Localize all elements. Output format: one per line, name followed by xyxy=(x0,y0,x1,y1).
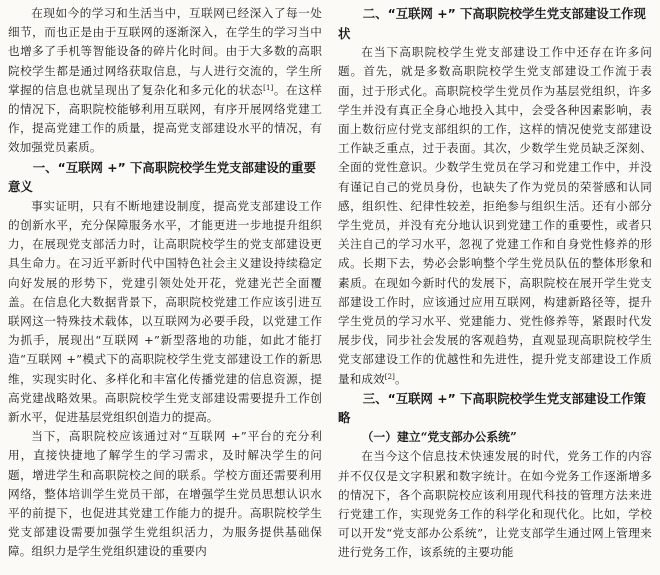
section-2-paragraph: 在当下高职院校学生党支部建设工作中还存在许多问题。首先，就是多数高职院校学生党支部建设工作流于表面，过于形式化。高职院校学生党员作为基层党组织，许多学生并没有真正全身心地投入其中，会受各种因素影响，表面上数衍应付党支部组织的工作，这样的情况使党支部建设工作缺乏重点，过于表面。其次，少数学生党员缺乏深刻、全面的党性意识。少数学生党员在学习和党建工作中，并没有谨记自己的党员身份，也缺失了作为党员的荣誉感和认同感，组织性、纪律性较差，拒绝参与组织生活。还有小部分学生党员，并没有充分地认识到党建工作的重要性，或者只关注自己的学习水平，忽视了党建工作和自身党性修养的形成。长期下去，势必会影响整个学生党员队伍的整体形象和素质。在现如今新时代的发展下，高职院校在展开学生党支部建设工作时，应该通过应用互联网，构建新路径等，提升学生党员的学习水平、党建能力、党性修养等，紧跟时代发展步伐，同步社会发展的客观趋势，直观显现高职院校学生党支部建设工作的优越性和先进性，提升党支部建设工作质量和成效[2]。 xyxy=(338,45,652,386)
section-1-paragraph-2: 当下，高职院校应该通过对“互联网 +”平台的充分利用，直接快捷地了解学生的学习需求，及时解决学生的问题，增进学生和高职院校之间的联系。学校方面还需要利用网络，整体培训学生党员干部，在增强学生党员思想认识水平的前提下，也促进其党建工作能力的提升。高职院校学生党支部建设需要加强学生党组织活力，为服务提供基础保障。组织力是学生党组织建设的重要内 xyxy=(8,429,322,559)
section-1-paragraph-1: 事实证明，只有不断地建设制度，提高党支部建设工作的创新水平，充分保障服务水平，才能更进一步地提升组织力，在展现党支部活力时，让高职院校学生的党支部建设更具生命力。在习近平新时代中国特色社会主义建设持续稳定向好发展的形势下，党建引领处处开花，党建光芒全面覆盖。在信息化大数据背景下，高职院校党建工作应该引进互联网这一特殊技术载体，以互联网为必要手段，以党建工作为抓手，展现出“互联网 +”新型落地的功能，如此才能打造“互联网 +”模式下的高职院校学生党支部建设工作的新思维，实现实时化、多样化和丰富化传播党建的信息资源，提高党建战略效果。高职院校学生党支部建设需要提升工作创新水平，促进基层党组织创造力的提高。 xyxy=(8,198,322,425)
section-heading-3: 三、“互联网 +” 下高职院校学生党支部建设工作策略 xyxy=(338,390,646,426)
subsection-1-paragraph: 在当今这个信息技术快速发展的时代，党务工作的内容并不仅仅是文字积累和数字统计。在如今党务工作逐渐增多的情况下，各个高职院校应该利用现代科技的管理方法来进行党建工作，实现党务工作的科学化和现代化。比如，学校可以开发“党支部办公系统”，让党支部学生通过网上管理来进行党务工作，该系统的主要功能 xyxy=(338,449,652,560)
section-heading-2: 二、“互联网 +” 下高职院校学生党支部建设工作现状 xyxy=(338,6,646,41)
citation-ref-2: [2] xyxy=(384,372,395,381)
subsection-heading-1: （一）建立“党支部办公系统” xyxy=(361,430,517,445)
citation-ref-1: [1] xyxy=(263,83,274,92)
left-column xyxy=(8,4,322,575)
intro-paragraph: 在现如今的学习和生活当中，互联网已经深入了每一处细节，而也正是由于互联网的逐渐深入，在学生的学习当中也增多了手机等智能设备的碎片化时间。由于大多数的高职院校学生都是通过网络获取信息，与人进行交流的，学生所掌握的信息也就呈现出了复杂化和多元化的状态[1]。在这样的情况下，高职院校能够利用互联网，有序开展网络党建工作，提高党建工作的质量，提高党支部建设水平的情况，有效加强党员素质。 xyxy=(8,6,322,155)
section-heading-1: 一、“互联网 +” 下高职院校学生党支部建设的重要意义 xyxy=(8,159,316,195)
right-column xyxy=(338,4,652,575)
